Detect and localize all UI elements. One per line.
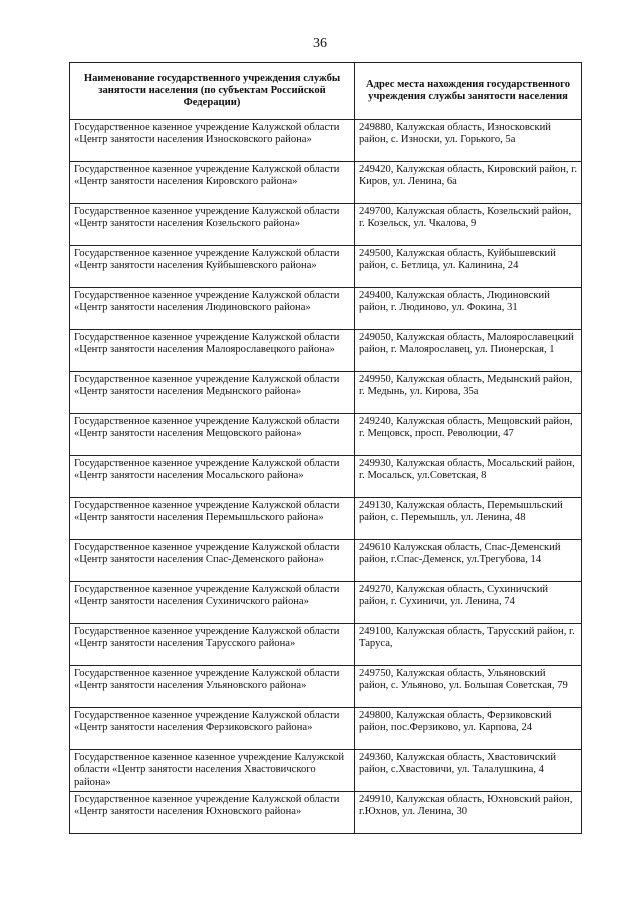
institution-name: Государственное казенное учреждение Калужской области «Центр занятости населения Тарусского района» bbox=[70, 624, 355, 666]
institution-address: 249700, Калужская область, Козельский район, г. Козельск, ул. Чкалова, 9 bbox=[355, 204, 582, 246]
institution-address: 249930, Калужская область, Мосальский район, г. Мосальск, ул.Советская, 8 bbox=[355, 456, 582, 498]
institution-address: 249130, Калужская область, Перемышльский район, с. Перемышль, ул. Ленина, 48 bbox=[355, 498, 582, 540]
institution-name: Государственное казенное учреждение Калужской области «Центр занятости населения Мещовского района» bbox=[70, 414, 355, 456]
institution-address: 249420, Калужская область, Кировский район, г. Киров, ул. Ленина, 6а bbox=[355, 162, 582, 204]
page-number: 36 bbox=[313, 36, 327, 51]
institution-name: Государственное казенное учреждение Калужской области «Центр занятости населения Людиновского района» bbox=[70, 288, 355, 330]
table-row bbox=[70, 750, 582, 792]
table-row bbox=[70, 624, 582, 666]
institution-name: Государственное казенное учреждение Калужской области «Центр занятости населения Спас-Деменского района» bbox=[70, 540, 355, 582]
institution-address: 249050, Калужская область, Малоярославецкий район, г. Малоярославец, ул. Пионерская, 1 bbox=[355, 330, 582, 372]
table-row bbox=[70, 330, 582, 372]
table-row bbox=[70, 246, 582, 288]
institution-name: Государственное казенное учреждение Калужской области «Центр занятости населения Кировского района» bbox=[70, 162, 355, 204]
institution-name: Государственное казенное учреждение Калужской области «Центр занятости населения Износковского района» bbox=[70, 120, 355, 162]
table-row bbox=[70, 792, 582, 834]
institution-address: 249500, Калужская область, Куйбышевский район, с. Бетлица, ул. Калинина, 24 bbox=[355, 246, 582, 288]
institution-address: 249270, Калужская область, Сухиничский район, г. Сухиничи, ул. Ленина, 74 bbox=[355, 582, 582, 624]
institution-address: 249360, Калужская область, Хвастовичский район, с.Хвастовичи, ул. Талалушкина, 4 bbox=[355, 750, 582, 792]
institution-address: 249750, Калужская область, Ульяновский район, с. Ульяново, ул. Большая Советская, 79 bbox=[355, 666, 582, 708]
table-row bbox=[70, 120, 582, 162]
table-row bbox=[70, 540, 582, 582]
institution-name: Государственное казенное учреждение Калужской области «Центр занятости населения Юхновского района» bbox=[70, 792, 355, 834]
institution-name: Государственное казенное учреждение Калужской области «Центр занятости населения Ферзиковского района» bbox=[70, 708, 355, 750]
table-row bbox=[70, 582, 582, 624]
institution-name: Государственное казенное учреждение Калужской области «Центр занятости населения Куйбышевского района» bbox=[70, 246, 355, 288]
table-row bbox=[70, 162, 582, 204]
institution-name: Государственное казенное учреждение Калужской области «Центр занятости населения Малоярославецкого района» bbox=[70, 330, 355, 372]
institution-name: Государственное казенное учреждение Калужской области «Центр занятости населения Мосальского района» bbox=[70, 456, 355, 498]
institution-address: 249950, Калужская область, Медынский район, г. Медынь, ул. Кирова, 35а bbox=[355, 372, 582, 414]
table-row bbox=[70, 666, 582, 708]
institution-name: Государственное казенное казенное учреждение Калужской области «Центр занятости населения Хвастовичского района» bbox=[70, 750, 355, 792]
institution-name: Государственное казенное учреждение Калужской области «Центр занятости населения Ульяновского района» bbox=[70, 666, 355, 708]
table-header-row bbox=[70, 63, 582, 120]
institution-address: 249100, Калужская область, Тарусский район, г. Таруса, bbox=[355, 624, 582, 666]
table-row bbox=[70, 414, 582, 456]
institution-address: 249610 Калужская область, Спас-Деменский район, г.Спас-Деменск, ул.Трегубова, 14 bbox=[355, 540, 582, 582]
institution-address: 249400, Калужская область, Людиновский район, г. Людиново, ул. Фокина, 31 bbox=[355, 288, 582, 330]
institution-name: Государственное казенное учреждение Калужской области «Центр занятости населения Перемышльского района» bbox=[70, 498, 355, 540]
table-body bbox=[70, 120, 582, 834]
institution-address: 249800, Калужская область, Ферзиковский район, пос.Ферзиково, ул. Карпова, 24 bbox=[355, 708, 582, 750]
institution-address: 249880, Калужская область, Износковский район, с. Износки, ул. Горького, 5а bbox=[355, 120, 582, 162]
institution-address: 249910, Калужская область, Юхновский район, г.Юхнов, ул. Ленина, 30 bbox=[355, 792, 582, 834]
table-row bbox=[70, 288, 582, 330]
institution-name: Государственное казенное учреждение Калужской области «Центр занятости населения Сухиничского района» bbox=[70, 582, 355, 624]
table-row bbox=[70, 498, 582, 540]
table-row bbox=[70, 204, 582, 246]
column-header-address: Адрес места нахождения государственного учреждения службы занятости населения bbox=[355, 63, 582, 120]
employment-centers-table bbox=[69, 62, 582, 834]
institution-address: 249240, Калужская область, Мещовский район, г. Мещовск, просп. Революции, 47 bbox=[355, 414, 582, 456]
table-row bbox=[70, 708, 582, 750]
institution-name: Государственное казенное учреждение Калужской области «Центр занятости населения Козельского района» bbox=[70, 204, 355, 246]
institution-name: Государственное казенное учреждение Калужской области «Центр занятости населения Медынского района» bbox=[70, 372, 355, 414]
table-row bbox=[70, 372, 582, 414]
column-header-name: Наименование государственного учреждения службы занятости населения (по субъектам Российской Федерации) bbox=[70, 63, 355, 120]
table-row bbox=[70, 456, 582, 498]
